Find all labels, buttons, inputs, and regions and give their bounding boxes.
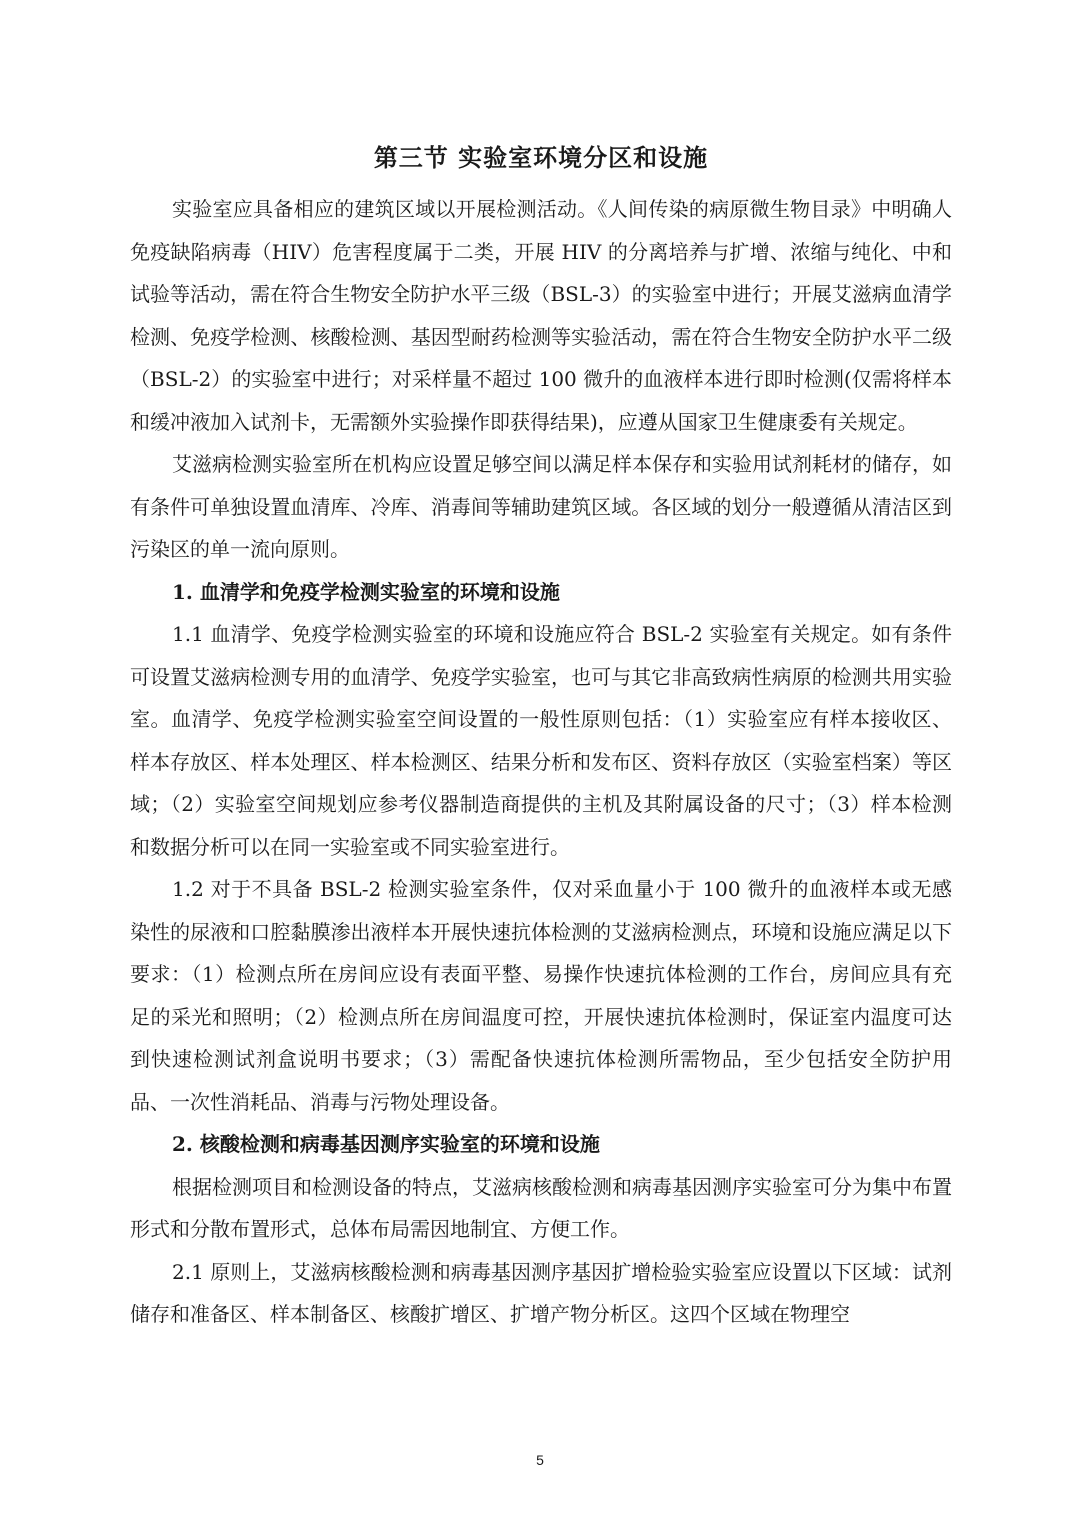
paragraph-1-1: 1.1 血清学、免疫学检测实验室的环境和设施应符合 BSL-2 实验室有关规定。如有条件可设置艾滋病检测专用的血清学、免疫学实验室，也可与其它非高致病性病原的检测共用实验室。血清学、免疫学检测实验室空间设置的一般性原则包括：（1）实验室应有样本接收区、样本存放区、样本处理区、样本检测区、结果分析和发布区、资料存放区（实验室档案）等区域；（2）实验室空间规划应参考仪器制造商提供的主机及其附属设备的尺寸；（3）样本检测和数据分析可以在同一实验室或不同实验室进行。: [130, 622, 952, 859]
page-content: [130, 140, 952, 1336]
paragraph-intro: 实验室应具备相应的建筑区域以开展检测活动。《人间传染的病原微生物目录》中明确人免疫缺陷病毒（HIV）危害程度属于二类，开展 HIV 的分离培养与扩增、浓缩与纯化、中和试验等活动，需在符合生物安全防护水平三级（BSL-3）的实验室中进行；开展艾滋病血清学检测、免疫学检测、核酸检测、基因型耐药检测等实验活动，需在符合生物安全防护水平二级（BSL-2）的实验室中进行；对采样量不超过 100 微升的血液样本进行即时检测(仅需将样本和缓冲液加入试剂卡，无需额外实验操作即获得结果)，应遵从国家卫生健康委有关规定。: [130, 197, 952, 434]
paragraph-2-1: 2.1 原则上，艾滋病核酸检测和病毒基因测序基因扩增检验实验室应设置以下区域：试剂储存和准备区、样本制备区、核酸扩增区、扩增产物分析区。这四个区域在物理空: [130, 1259, 952, 1326]
paragraph-1-2: 1.2 对于不具备 BSL-2 检测实验室条件，仅对采血量小于 100 微升的血液样本或无感染性的尿液和口腔黏膜渗出液样本开展快速抗体检测的艾滋病检测点，环境和设施应满足以下要求：（1）检测点所在房间应设有表面平整、易操作快速抗体检测的工作台，房间应具有充足的采光和照明；（2）检测点所在房间温度可控，开展快速抗体检测时，保证室内温度可达到快速检测试剂盒说明书要求；（3）需配备快速抗体检测所需物品，至少包括安全防护用品、一次性消耗品、消毒与污物处理设备。: [130, 877, 952, 1114]
paragraph-space-requirements: 艾滋病检测实验室所在机构应设置足够空间以满足样本保存和实验用试剂耗材的储存，如有条件可单独设置血清库、冷库、消毒间等辅助建筑区域。各区域的划分一般遵循从清洁区到污染区的单一流向原则。: [130, 452, 952, 561]
heading-nucleic-acid-lab: 2. 核酸检测和病毒基因测序实验室的环境和设施: [172, 1132, 600, 1156]
heading-serology-lab: 1. 血清学和免疫学检测实验室的环境和设施: [172, 579, 560, 604]
paragraph-nucleic-acid-layout: 根据检测项目和检测设备的特点，艾滋病核酸检测和病毒基因测序实验室可分为集中布置形式和分散布置形式，总体布局需因地制宜、方便工作。: [130, 1174, 952, 1241]
page-number: 5: [536, 1452, 544, 1468]
section-title: 第三节 实验室环境分区和设施: [373, 143, 709, 172]
